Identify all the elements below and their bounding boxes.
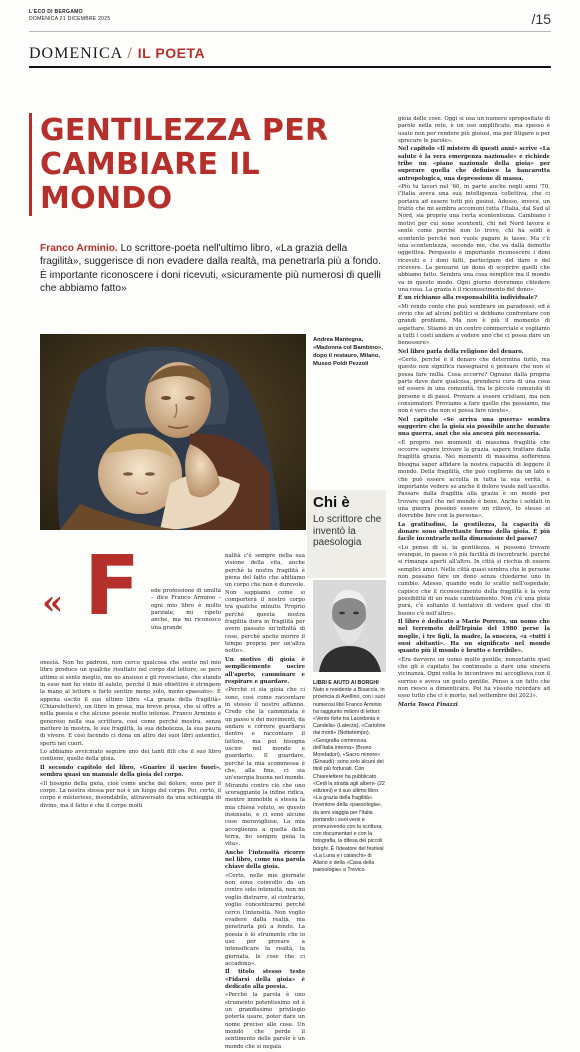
portrait-illustration bbox=[313, 580, 386, 672]
author-bio-heading: LIBRI E AIUTO AI BORGHI bbox=[313, 680, 379, 686]
issue-date: DOMENICA 21 DICEMBRE 2025 bbox=[29, 16, 111, 22]
interview-answer: «È proprio nei momenti di massima fragilità che occorre sapere trovare la grazia, sapere trattare dalla fragilità grazia. Nei momenti di massima sofferenza bisogna saper affidare la nostra capacità di leggere il mondo. Della fragilità, che può coglierne da un lato e che può essere accolta in tutta la sua verità, è importante vedere se anche il dolore vuole nell'ascolto. Passare dalla fragilità alla grazia è un modo per trovare quel che nel mondo è bene. Anche i soldati in una guerra possono essere un rilievo, lo stesso si dovrebbe fare con la persona». bbox=[398, 439, 550, 520]
paragraph: onestà. Non ho padroni, non cerco qualcosa che sento nel mio libro produce un qualche risultato nel corpo del lettore, se però attimo si sente meglio, me no ansioso e gli rovesciano, che stando in esso non ho vinto di salute, perché il mio obiettivo è stringere la mano al lettore e farlo sentire meno solo, meno spaesato». È appena uscito il suo ultimo libro «La grazia della fragilità» (Chiarelettere), un libro in prosa, ma breve prosa, che si offre a nella poesia e che alcune poesie molto intense. Franco Arminio è generoso nella sua scrittura, così come perché mostra, senza mettere in mostra, le sue fragilità, la sua debolezza, la sua paura di vivere. E così facendo ci dona un altro dei suoi libri autentici, sperti nei cuori. bbox=[40, 660, 221, 747]
paragraph: nalità c'è sempre nella sua visione della vita, anche perché la nostra fragilità è piena del fatto che abitiamo un corpo che non è durevole. Non sappiamo come si comporterà il nostro corpo tra qualche minuto. Proprio perché questa nostra fragilità dura in fragilità per avere passato un'infinità di cose, perché anche morire il tempo proprio per un'altra notte». bbox=[225, 553, 305, 655]
painting-illustration bbox=[40, 334, 306, 530]
interview-question: Anche l'intensità ricorre nel libro, come una parola chiave della gioia. bbox=[225, 849, 305, 871]
lead-paragraph bbox=[40, 242, 386, 296]
section-separator: / bbox=[127, 45, 133, 62]
opening-paragraph: ede professione di umiltà – dice Franco Arminio – ogni mio libro è molto parziale, mi ripeto anche, ma mi riconosco una grande bbox=[151, 588, 221, 631]
interview-question: Nel libro parla della religione del denaro. bbox=[398, 348, 524, 355]
interview-answer: «Lo penso di sì, la gentilezza, si possono trovare ovunque, in paese c'è più facilità di incontrarle, purché si rimanga aperti all'altro. In città si rischia di essere semplici amici. Nelle città quasi sembra che le persone non possano fare un dono senza chiederne uno in cambio. Adesso, quando vedo lo scatto nell'ospedale, capisco che il riconoscimento della fragilità è la vera possibilità di un reale cambiamento. Non c'è una gioia pura, c'è soltanto il tentativo di vedere quel che di buono c'è nell'altro». bbox=[398, 544, 550, 617]
interview-answer: «Perché ci sia gioia che ci sono, così come raccontare in stesso il nostro affanno. Credo che la camminata è un passo e dei movimenti, da andare e correre guardarsi dentro e raccontare il lettore, ma poi bisogna uscire nel mondo e guardarlo. Il guardare, perché la mia scommessa è che, alla fine, ci sia un'energia buona nel mondo. Mirando contro ciò che uno scoraggiante la infine ridica, mentre immobile e stessa la mia chiesa voluto, se questo insensato, e ci sono alcune cose meravigliose. La mia accoglienza a quella della terra, ho sempre gioia la vita». bbox=[225, 687, 305, 848]
madonna-painting-image bbox=[40, 334, 306, 530]
article-column-3 bbox=[398, 116, 550, 710]
section-tag: IL POETA bbox=[137, 45, 206, 61]
interview-question: Il libro è dedicato a Mario Porrera, un uomo che nel terremoto dell'Irpinia del 1980 perse la moglie, i tre figli, la madre, la suocera, «a «tutti i suoi abitanti». Ha un significato nel mondo quanto più il mondo è brutto e terribile». bbox=[398, 619, 550, 655]
interview-answer: «Certo, nelle mie giornate non sono coinvolto da un contro solo intensità, non mi voglio distrarre, al contrario, voglio concentrarmi perché cerco l'intensità. Non voglio evadere dalla realtà, ma penetrarla più a fondo. La poesia è lo strumento che io uso per provare a intensificare la realtà, la giornata, le cose che ci accadono». bbox=[225, 872, 305, 967]
newspaper-name: L'ECO DI BERGAMO bbox=[29, 9, 83, 15]
section-name: DOMENICA bbox=[29, 45, 123, 62]
interview-question: La gratitudine, la gentilezza, la capacità di donare sono altrettante forme della gioia. È più facile incontrarle nella dimensione del paese? bbox=[398, 521, 550, 543]
interview-question: Un motivo di gioia è semplicemente uscire all'aperto, camminare e respirare e guardare. bbox=[225, 656, 305, 685]
interview-answer: «Mi rendo conto che può sembrare un paradosso, ed è ovvio che ad alcuni politici si debbano confrontare con grandi problemi. Ma non è più il momento di aspettare. Stiamo in un centro commerciale e vogliamo a tutti i costi andare a vedere uno che ci possa dare un benessere». bbox=[398, 303, 550, 347]
headline: GENTILEZZA PER CAMBIARE IL MONDO bbox=[40, 113, 329, 216]
interview-question: Il titolo stesso testo «Fidarsi della gioia» è dedicato alla poesia. bbox=[225, 969, 305, 990]
interview-question: Il secondo capitolo del libro, «Guarire il uscire fuori», sembra quasi un manuale della gioia del corpo. bbox=[40, 764, 221, 779]
article-opening bbox=[151, 588, 221, 633]
headline-accent-bar bbox=[29, 113, 32, 216]
masthead bbox=[29, 9, 110, 23]
interview-answer: «Certo, perché è il denaro che determina tutto, ma questo non significa rassegnarsi e pensare che non si possa fare nulla. Cosa occorre? Ognuno dalla propria parte deve dare qualcosa, prendersi cura di una cosa ed essere in una comunità, tra le piccole comunità di persone e di paesi. Provare a essere cristiani, ma non consumatori. Proviamo a fare quello che possiamo, ma non è vero che non si possa fare niente». bbox=[398, 357, 550, 415]
paragraph: gioia delle cose. Oggi si usa un numero spropositato di parole nella rete, è un uso amplificato, ma spesso è usato non per rendere più gioiosi, ma per litigare o per sprecare le parole». bbox=[398, 116, 550, 145]
interview-answer: «Era davvero un uomo molto gentile, nonostante quel che gli è capitato ha continuato a dare una sincera vicinanza. Ogni volta lo incontravo mi accoglieva con il sorriso e aveva un gesto gentile. Penso a un fatto che non riesco a dimenticare. Poi ha vissuto ricordare ad esso tutto che ci è morto, nel settembre del 2023». bbox=[398, 656, 550, 700]
interview-answer: «Il bisogno della gioia, cioè come anche del dolore, sono per il corpo. La nostra stessa per noi è un luogo del corpo. Poi, certo, il corpo è misterioso, insondabile, attraversato da una schieggia di divino, ma il fatto è che il corpo molti bbox=[40, 780, 221, 809]
section-rule bbox=[29, 66, 551, 68]
interview-answer: «Perché la parola è uno strumento potentissimo ed è un grandissimo privilegio poterla usare, poter dare un nome preciso alle cose. Un mondo che perde il sentimento delle parole è un mondo che si negala bbox=[225, 992, 305, 1050]
article-signature: Maria Tosca Finazzi bbox=[398, 701, 458, 708]
interview-question: È un richiamo alla responsabilità individuale? bbox=[398, 295, 538, 302]
page-number: /15 bbox=[531, 11, 551, 27]
top-rule bbox=[29, 31, 551, 32]
author-box-subtitle: Lo scrittore che inventò la paesologia bbox=[313, 514, 382, 548]
author-bio-text: Nato e residente a Bisaccia, in provincia di Avellino, con i suoi numerosi libri Franco Arminio ha raggiunto milioni di lettori: «Vento forte tra Lacedonia e Candela» (Laterza), «Cartoline dai morti» (Nottetempo), «Geografia commossa dell'Italia interna» (Bruno Mondadori), «Sacro minore» (Einaudi): sono solo alcuni dei titoli più fortunati. Con Chiarelettere ha pubblicato «Cedi la strada agli alberi» (22 edizioni) e il suo ultimo libro «La grazia della fragilità». Inventore della «paesologia», da anni viaggia per l'Italia portando i suoi versi e promuovendo con la scrittura, con documentari e con la fotografia, la difesa dei piccoli borghi. È l'ideatore del festival «La Luna e i calanchi» di Aliano e della «Casa della paesologia» a Trevico. bbox=[313, 687, 386, 874]
author-bio bbox=[313, 680, 386, 874]
interview-question: Nel capitolo «Se arriva una guerra» sembra suggerire che la gioia sia possibile anche durante una guerra, anzi che sia ancora più necessaria. bbox=[398, 416, 550, 438]
lead-text: Lo scrittore-poeta nell'ultimo libro, «La grazia della fragilità», suggerisce di non evadere dalla realtà, ma penetrarla più a fondo. È importante riconoscere i doni ricevuti, «sicuramente più numerosi di quelli che abbiamo fatto» bbox=[40, 243, 381, 295]
article-column-1 bbox=[40, 660, 221, 811]
interview-answer: «Più tu lavori nel '60, in parte anche negli anni '70, l'Italia aveva una sua intelligenza collettiva, che ci portava ad essere tutti più gioiosi. Adesso, invece, un tratto che mi sembra accomuni tutta l'Italia, dal Sud al Nord, sia proprio una certa scontentezza. Cambiano i motivi per cui sono scontenti, chi nel Nord lavora e sente come perché non lo trovo, chi ha soldi è scontento perché non vuole pagare le tasse. Ma c'è una scontentezza, secondo me, che va dalla demotto oggettiva. Perquesto è importante riconoscere i doni ricevuti e i doni fatti, partecipare del dare e del ricevere. La pensarei un dono di scoprire quelli che abbiamo fatto. Sembra una cosa semplice ma il mondo va in questo modo. Ogni giorno dovremmo chiedere una cosa. La grazia è il riconoscimento del dono» bbox=[398, 184, 550, 293]
drop-cap-letter: F bbox=[84, 539, 141, 634]
opening-quote-mark: « bbox=[42, 583, 64, 623]
section-header bbox=[29, 44, 205, 63]
article-column-2 bbox=[225, 553, 305, 1052]
lead-author: Franco Arminio. bbox=[40, 243, 118, 254]
paragraph: Lo abbiamo avvicinato seguire uno dei tanti filli che il suo libro contiene, quello della gioia. bbox=[40, 749, 221, 763]
author-portrait-image bbox=[313, 580, 386, 672]
interview-question: Nel capitolo «Il mistero di questi anni» scrive «La salute è la vera emergenza nazionale» e richiede tribe un «piano nazionale della gioia» per superare quella che definisce la bancarotta antropologica, una depressione di massa. bbox=[398, 146, 550, 182]
author-box-title: Chi è bbox=[313, 494, 350, 511]
image-caption: Andrea Mantegna, «Madonna col Bambino», dopo il restauro, Milano, Museo Poldi Pezzoli bbox=[313, 337, 383, 367]
